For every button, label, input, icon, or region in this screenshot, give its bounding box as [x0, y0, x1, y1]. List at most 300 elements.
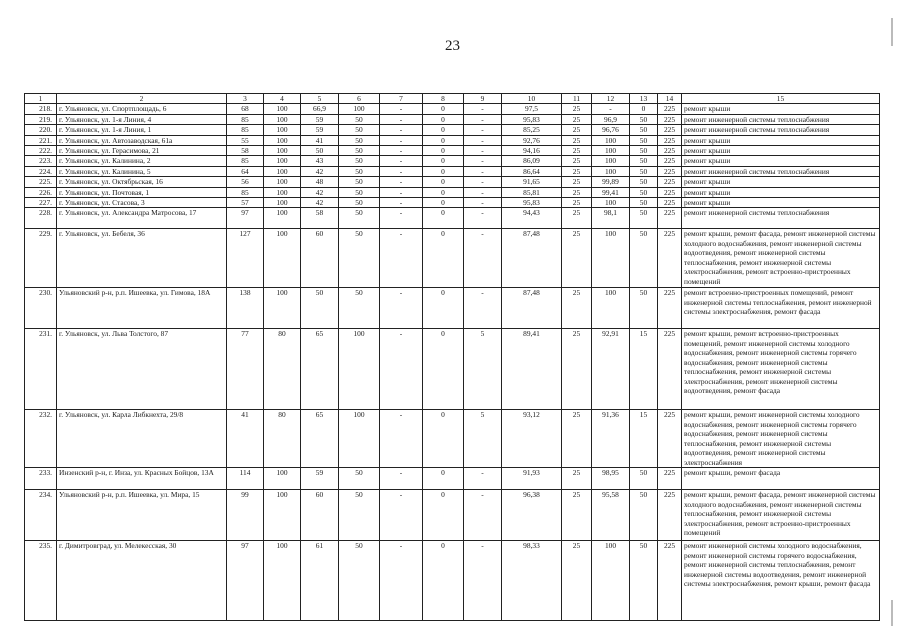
value-cell: 100	[339, 329, 380, 410]
row-number-cell: 225.	[25, 177, 57, 187]
value-cell: 0	[423, 146, 464, 156]
work-types-cell: ремонт крыши	[682, 135, 880, 145]
address-cell: г. Ульяновск, ул. Калинина, 2	[57, 156, 227, 166]
value-cell: 225	[658, 114, 682, 124]
column-header: 11	[562, 94, 592, 104]
address-cell: г. Ульяновск, ул. Почтовая, 1	[57, 187, 227, 197]
value-cell: -	[380, 541, 423, 621]
value-cell: 225	[658, 329, 682, 410]
row-number-cell: 223.	[25, 156, 57, 166]
scan-edge-mark	[891, 600, 893, 626]
value-cell: 50	[630, 156, 658, 166]
value-cell: -	[464, 146, 502, 156]
value-cell: 25	[562, 208, 592, 229]
value-cell: -	[464, 114, 502, 124]
value-cell: 0	[423, 541, 464, 621]
work-types-cell: ремонт крыши, ремонт фасада	[682, 468, 880, 490]
value-cell: -	[380, 288, 423, 329]
value-cell: 48	[301, 177, 339, 187]
value-cell: 59	[301, 125, 339, 135]
value-cell: -	[380, 146, 423, 156]
value-cell: 100	[264, 104, 301, 114]
table-row	[25, 166, 880, 176]
value-cell: 50	[339, 156, 380, 166]
table-row	[25, 468, 880, 490]
work-types-cell: ремонт крыши	[682, 104, 880, 114]
value-cell: 225	[658, 166, 682, 176]
scan-edge-mark	[891, 18, 893, 46]
value-cell: 98,95	[592, 468, 630, 490]
value-cell: 94,43	[502, 208, 562, 229]
row-number-cell: 233.	[25, 468, 57, 490]
value-cell: -	[464, 208, 502, 229]
work-types-cell: ремонт встроенно-пристроенных помещений, ремонт инженерной системы теплоснабжения, ремонт инженерной системы электроснабжения, ремонт фасада	[682, 288, 880, 329]
value-cell: 100	[264, 208, 301, 229]
value-cell: -	[380, 410, 423, 468]
value-cell: 68	[227, 104, 264, 114]
row-number-cell: 234.	[25, 490, 57, 541]
value-cell: -	[380, 490, 423, 541]
work-types-cell: ремонт крыши	[682, 146, 880, 156]
table-row	[25, 177, 880, 187]
value-cell: 100	[264, 490, 301, 541]
column-header: 3	[227, 94, 264, 104]
value-cell: 94,16	[502, 146, 562, 156]
row-number-cell: 219.	[25, 114, 57, 124]
value-cell: 59	[301, 468, 339, 490]
value-cell: 100	[592, 541, 630, 621]
value-cell: 97	[227, 208, 264, 229]
value-cell: 100	[592, 135, 630, 145]
value-cell: 100	[592, 146, 630, 156]
value-cell: -	[380, 468, 423, 490]
value-cell: 98,33	[502, 541, 562, 621]
value-cell: 50	[339, 166, 380, 176]
value-cell: 25	[562, 468, 592, 490]
row-number-cell: 230.	[25, 288, 57, 329]
row-number-cell: 235.	[25, 541, 57, 621]
value-cell: 25	[562, 135, 592, 145]
table-row	[25, 410, 880, 468]
value-cell: 99,41	[592, 187, 630, 197]
value-cell: 225	[658, 135, 682, 145]
address-cell: г. Ульяновск, ул. Александра Матросова, 17	[57, 208, 227, 229]
value-cell: 50	[339, 177, 380, 187]
table-row	[25, 208, 880, 229]
value-cell: 100	[592, 198, 630, 208]
row-number-cell: 227.	[25, 198, 57, 208]
value-cell: -	[464, 229, 502, 288]
work-types-cell: ремонт инженерной системы теплоснабжения	[682, 125, 880, 135]
value-cell: 100	[264, 156, 301, 166]
value-cell: 0	[423, 198, 464, 208]
value-cell: 0	[423, 288, 464, 329]
value-cell: 92,76	[502, 135, 562, 145]
value-cell: 225	[658, 146, 682, 156]
value-cell: 0	[423, 135, 464, 145]
table-row	[25, 198, 880, 208]
value-cell: -	[464, 156, 502, 166]
address-cell: Ульяновский р-н, р.п. Ишеевка, ул. Гимова, 18А	[57, 288, 227, 329]
value-cell: 138	[227, 288, 264, 329]
value-cell: 50	[630, 187, 658, 197]
value-cell: 50	[339, 468, 380, 490]
value-cell: 80	[264, 329, 301, 410]
value-cell: 58	[227, 146, 264, 156]
value-cell: -	[464, 177, 502, 187]
address-cell: Ульяновский р-н, р.п. Ишеевка, ул. Мира, 15	[57, 490, 227, 541]
row-number-cell: 232.	[25, 410, 57, 468]
value-cell: 25	[562, 166, 592, 176]
table-row	[25, 104, 880, 114]
value-cell: 60	[301, 229, 339, 288]
work-types-cell: ремонт крыши, ремонт инженерной системы холодного водоснабжения, ремонт инженерной системы горячего водоснабжения, ремонт инженерной системы теплоснабжения, ремонт инженерной системы водоотведения, ремонт инженерной системы электроснабжения	[682, 410, 880, 468]
value-cell: 80	[264, 410, 301, 468]
value-cell: 100	[592, 166, 630, 176]
value-cell: 0	[423, 329, 464, 410]
value-cell: 0	[423, 208, 464, 229]
value-cell: 225	[658, 288, 682, 329]
value-cell: -	[464, 288, 502, 329]
value-cell: 225	[658, 198, 682, 208]
value-cell: 50	[301, 146, 339, 156]
value-cell: 95,58	[592, 490, 630, 541]
work-types-cell: ремонт инженерной системы теплоснабжения	[682, 166, 880, 176]
value-cell: -	[464, 125, 502, 135]
value-cell: 100	[264, 114, 301, 124]
value-cell: -	[380, 329, 423, 410]
work-types-cell: ремонт крыши	[682, 177, 880, 187]
table-row	[25, 125, 880, 135]
column-header: 7	[380, 94, 423, 104]
value-cell: 65	[301, 329, 339, 410]
value-cell: 85,25	[502, 125, 562, 135]
table-row	[25, 146, 880, 156]
work-types-cell: ремонт крыши, ремонт встроенно-пристроенных помещений, ремонт инженерной системы холодного водоснабжения, ремонт инженерной системы горячего водоснабжения, ремонт инженерной системы теплоснабжения, ремонт инженерной системы электроснабжения, ремонт инженерной системы водоотведения, ремонт фасада	[682, 329, 880, 410]
value-cell: 100	[339, 104, 380, 114]
address-cell: г. Ульяновск, ул. Спортплощадь, 6	[57, 104, 227, 114]
value-cell: 56	[227, 177, 264, 187]
value-cell: -	[464, 468, 502, 490]
value-cell: -	[464, 541, 502, 621]
value-cell: 91,93	[502, 468, 562, 490]
column-header: 14	[658, 94, 682, 104]
value-cell: 57	[227, 198, 264, 208]
value-cell: 50	[339, 187, 380, 197]
value-cell: 98,1	[592, 208, 630, 229]
value-cell: 25	[562, 156, 592, 166]
work-types-cell: ремонт крыши	[682, 198, 880, 208]
address-cell: г. Ульяновск, ул. Калинина, 5	[57, 166, 227, 176]
value-cell: 65	[301, 410, 339, 468]
work-types-cell: ремонт инженерной системы холодного водоснабжения, ремонт инженерной системы горячего водоснабжения, ремонт инженерной системы теплоснабжения, ремонт инженерной системы водоотведения, ремонт инженерной системы электроснабжения, ремонт крыши, ремонт фасада	[682, 541, 880, 621]
table-row	[25, 187, 880, 197]
value-cell: 15	[630, 410, 658, 468]
page-number: 23	[445, 38, 460, 54]
value-cell: 96,76	[592, 125, 630, 135]
value-cell: 50	[339, 135, 380, 145]
value-cell: 0	[423, 410, 464, 468]
value-cell: -	[380, 198, 423, 208]
value-cell: 25	[562, 410, 592, 468]
address-cell: г. Ульяновск, ул. 1-я Линия, 4	[57, 114, 227, 124]
column-header: 9	[464, 94, 502, 104]
value-cell: 225	[658, 156, 682, 166]
value-cell: 25	[562, 229, 592, 288]
value-cell: 41	[227, 410, 264, 468]
row-number-cell: 229.	[25, 229, 57, 288]
row-number-cell: 218.	[25, 104, 57, 114]
header-row	[25, 94, 880, 104]
value-cell: 50	[630, 125, 658, 135]
value-cell: -	[464, 198, 502, 208]
value-cell: 77	[227, 329, 264, 410]
value-cell: 225	[658, 177, 682, 187]
value-cell: 50	[630, 288, 658, 329]
value-cell: 100	[264, 135, 301, 145]
value-cell: 85	[227, 114, 264, 124]
table-row	[25, 288, 880, 329]
table-row	[25, 541, 880, 621]
value-cell: 50	[630, 177, 658, 187]
value-cell: 50	[630, 146, 658, 156]
work-types-cell: ремонт инженерной системы теплоснабжения	[682, 208, 880, 229]
value-cell: 50	[339, 125, 380, 135]
work-types-cell: ремонт крыши	[682, 156, 880, 166]
value-cell: 50	[339, 146, 380, 156]
value-cell: 43	[301, 156, 339, 166]
value-cell: 25	[562, 114, 592, 124]
value-cell: 100	[264, 146, 301, 156]
value-cell: 25	[562, 125, 592, 135]
value-cell: 50	[630, 490, 658, 541]
work-types-cell: ремонт крыши, ремонт фасада, ремонт инженерной системы холодного водоснабжения, ремонт инженерной системы водоотведения, ремонт инженерной системы теплоснабжения, ремонт инженерной системы электроснабжения, ремонт встроенно-пристроенных помещений	[682, 229, 880, 288]
value-cell: 0	[423, 156, 464, 166]
value-cell: 100	[592, 288, 630, 329]
row-number-cell: 224.	[25, 166, 57, 176]
value-cell: 25	[562, 104, 592, 114]
value-cell: 50	[630, 114, 658, 124]
value-cell: 225	[658, 410, 682, 468]
address-cell: г. Ульяновск, ул. 1-я Линия, 1	[57, 125, 227, 135]
value-cell: 50	[301, 288, 339, 329]
row-number-cell: 220.	[25, 125, 57, 135]
value-cell: -	[380, 125, 423, 135]
row-number-cell: 228.	[25, 208, 57, 229]
value-cell: 91,36	[592, 410, 630, 468]
address-cell: Инзенский р-н, г. Инза, ул. Красных Бойцов, 13А	[57, 468, 227, 490]
column-header: 15	[682, 94, 880, 104]
value-cell: 50	[339, 208, 380, 229]
value-cell: 59	[301, 114, 339, 124]
value-cell: 25	[562, 198, 592, 208]
value-cell: 92,91	[592, 329, 630, 410]
value-cell: 95,83	[502, 114, 562, 124]
value-cell: 127	[227, 229, 264, 288]
table-row	[25, 114, 880, 124]
value-cell: 25	[562, 177, 592, 187]
value-cell: 87,48	[502, 288, 562, 329]
row-number-cell: 226.	[25, 187, 57, 197]
value-cell: 50	[339, 229, 380, 288]
value-cell: 15	[630, 329, 658, 410]
value-cell: 0	[423, 114, 464, 124]
value-cell: 99,89	[592, 177, 630, 187]
value-cell: 61	[301, 541, 339, 621]
column-header: 2	[57, 94, 227, 104]
value-cell: 66,9	[301, 104, 339, 114]
value-cell: 85	[227, 125, 264, 135]
value-cell: 100	[592, 156, 630, 166]
value-cell: 42	[301, 166, 339, 176]
value-cell: -	[380, 177, 423, 187]
value-cell: -	[380, 114, 423, 124]
value-cell: 0	[423, 468, 464, 490]
column-header: 4	[264, 94, 301, 104]
value-cell: -	[380, 156, 423, 166]
work-types-cell: ремонт крыши, ремонт фасада, ремонт инженерной системы холодного водоснабжения, ремонт инженерной системы теплоснабжения, ремонт инженерной системы электроснабжения, ремонт встроенно-пристроенных помещений	[682, 490, 880, 541]
value-cell: -	[464, 490, 502, 541]
value-cell: 0	[423, 187, 464, 197]
value-cell: 50	[630, 229, 658, 288]
column-header: 10	[502, 94, 562, 104]
address-cell: г. Ульяновск, ул. Карла Либкнехта, 29/8	[57, 410, 227, 468]
value-cell: 50	[630, 135, 658, 145]
value-cell: 100	[339, 410, 380, 468]
value-cell: -	[464, 104, 502, 114]
column-header: 5	[301, 94, 339, 104]
value-cell: 100	[264, 187, 301, 197]
address-cell: г. Ульяновск, ул. Льва Толстого, 87	[57, 329, 227, 410]
row-number-cell: 221.	[25, 135, 57, 145]
value-cell: 100	[264, 166, 301, 176]
value-cell: 5	[464, 410, 502, 468]
value-cell: 100	[264, 229, 301, 288]
value-cell: 114	[227, 468, 264, 490]
value-cell: 89,41	[502, 329, 562, 410]
value-cell: 86,09	[502, 156, 562, 166]
value-cell: 85	[227, 156, 264, 166]
value-cell: 97	[227, 541, 264, 621]
value-cell: 96,38	[502, 490, 562, 541]
value-cell: 50	[339, 198, 380, 208]
address-cell: г. Ульяновск, ул. Бебеля, 36	[57, 229, 227, 288]
value-cell: 225	[658, 490, 682, 541]
table-body	[25, 104, 880, 621]
value-cell: 25	[562, 146, 592, 156]
value-cell: 86,64	[502, 166, 562, 176]
row-number-cell: 231.	[25, 329, 57, 410]
value-cell: 225	[658, 104, 682, 114]
value-cell: 25	[562, 187, 592, 197]
work-types-cell: ремонт крыши	[682, 187, 880, 197]
value-cell: 50	[339, 541, 380, 621]
value-cell: 96,9	[592, 114, 630, 124]
value-cell: 0	[423, 104, 464, 114]
value-cell: 225	[658, 468, 682, 490]
column-header: 13	[630, 94, 658, 104]
table-row	[25, 229, 880, 288]
value-cell: 50	[630, 198, 658, 208]
value-cell: 0	[630, 104, 658, 114]
value-cell: -	[464, 135, 502, 145]
value-cell: 225	[658, 541, 682, 621]
value-cell: -	[380, 229, 423, 288]
table-row	[25, 135, 880, 145]
address-cell: г. Ульяновск, ул. Герасимова, 21	[57, 146, 227, 156]
value-cell: 225	[658, 229, 682, 288]
value-cell: -	[380, 135, 423, 145]
value-cell: 25	[562, 490, 592, 541]
table-row	[25, 329, 880, 410]
value-cell: 60	[301, 490, 339, 541]
value-cell: -	[464, 166, 502, 176]
value-cell: 55	[227, 135, 264, 145]
address-cell: г. Ульяновск, ул. Стасова, 3	[57, 198, 227, 208]
row-number-cell: 222.	[25, 146, 57, 156]
value-cell: 64	[227, 166, 264, 176]
repair-table	[24, 93, 880, 621]
value-cell: 25	[562, 541, 592, 621]
value-cell: 50	[630, 166, 658, 176]
value-cell: 85	[227, 187, 264, 197]
value-cell: 50	[630, 468, 658, 490]
value-cell: 0	[423, 490, 464, 541]
value-cell: 25	[562, 288, 592, 329]
value-cell: 85,81	[502, 187, 562, 197]
value-cell: -	[380, 166, 423, 176]
value-cell: 42	[301, 187, 339, 197]
value-cell: -	[380, 187, 423, 197]
value-cell: -	[380, 104, 423, 114]
value-cell: 100	[592, 229, 630, 288]
column-header: 8	[423, 94, 464, 104]
value-cell: -	[380, 208, 423, 229]
value-cell: 50	[339, 288, 380, 329]
value-cell: 100	[264, 468, 301, 490]
column-header: 6	[339, 94, 380, 104]
value-cell: 25	[562, 329, 592, 410]
column-header: 12	[592, 94, 630, 104]
value-cell: 41	[301, 135, 339, 145]
value-cell: 0	[423, 177, 464, 187]
table-row	[25, 490, 880, 541]
value-cell: 87,48	[502, 229, 562, 288]
value-cell: 50	[630, 541, 658, 621]
value-cell: 225	[658, 187, 682, 197]
value-cell: 0	[423, 125, 464, 135]
value-cell: 0	[423, 166, 464, 176]
value-cell: 225	[658, 125, 682, 135]
value-cell: 0	[423, 229, 464, 288]
value-cell: 50	[339, 490, 380, 541]
address-cell: г. Ульяновск, ул. Автозаводская, 61а	[57, 135, 227, 145]
value-cell: 50	[339, 114, 380, 124]
work-types-cell: ремонт инженерной системы теплоснабжения	[682, 114, 880, 124]
value-cell: 99	[227, 490, 264, 541]
value-cell: 225	[658, 208, 682, 229]
column-header: 1	[25, 94, 57, 104]
repair-table-container	[24, 93, 879, 621]
value-cell: 42	[301, 198, 339, 208]
value-cell: 100	[264, 288, 301, 329]
value-cell: 91,65	[502, 177, 562, 187]
table-row	[25, 156, 880, 166]
value-cell: 58	[301, 208, 339, 229]
value-cell: 100	[264, 198, 301, 208]
table-header	[25, 94, 880, 104]
value-cell: 5	[464, 329, 502, 410]
